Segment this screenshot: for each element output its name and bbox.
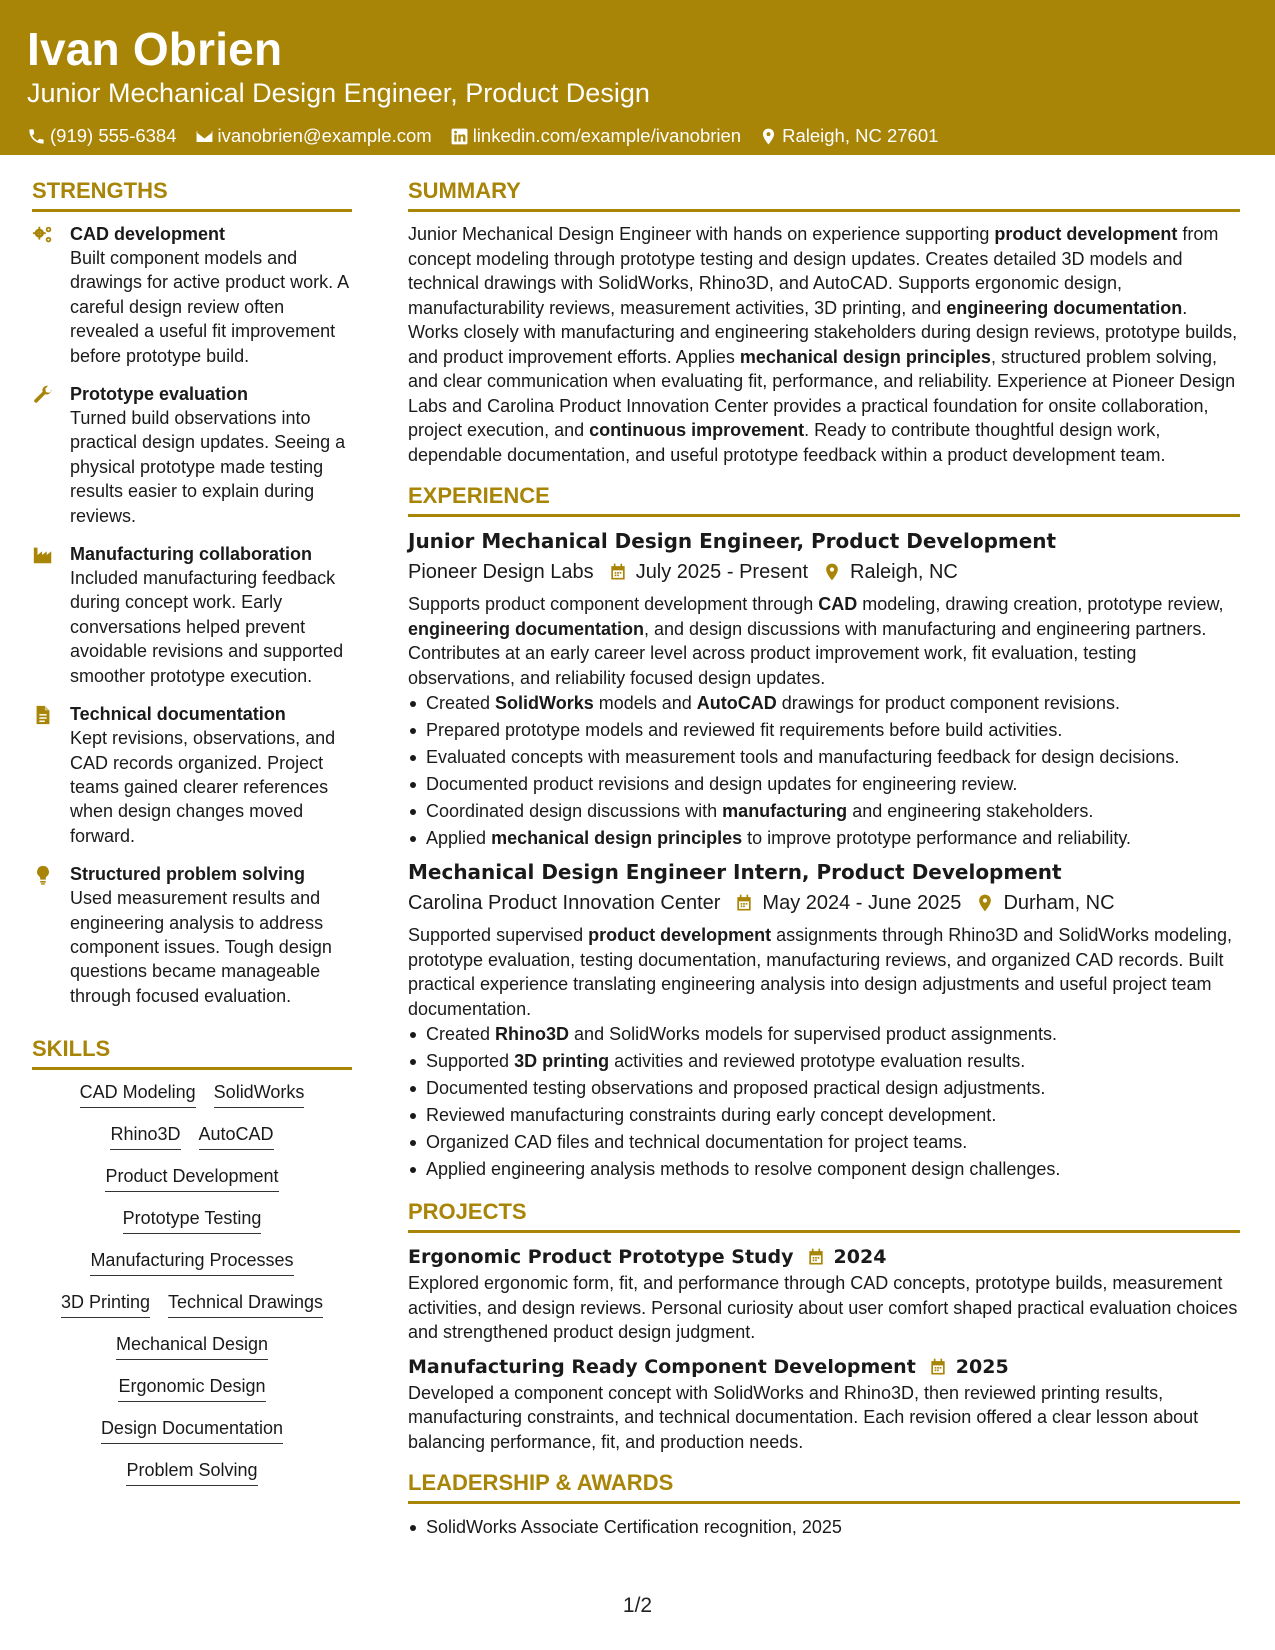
project-title: Ergonomic Product Prototype Study bbox=[408, 1246, 794, 1268]
contact-email[interactable] bbox=[195, 124, 432, 148]
skill-tag: Mechanical Design bbox=[116, 1332, 268, 1360]
text-segment: Created bbox=[426, 693, 496, 713]
strength-title: Structured problem solving bbox=[70, 864, 306, 885]
job-title: Mechanical Design Engineer Intern, Product Development bbox=[408, 860, 1062, 884]
skill-tag: 3D Printing bbox=[61, 1290, 150, 1318]
skill-tag: CAD Modeling bbox=[80, 1080, 196, 1108]
job-meta bbox=[408, 558, 1240, 586]
job-dates-wrap bbox=[608, 558, 808, 586]
strength-desc: Built component models and drawings for active product work. A careful design review often revealed a useful fit improvement before prototype build. bbox=[70, 248, 349, 366]
text-segment: to improve prototype performance and reliability. bbox=[742, 828, 1132, 848]
skill-tag: Rhino3D bbox=[110, 1122, 180, 1150]
job-bullet bbox=[408, 798, 1240, 825]
right-column bbox=[408, 176, 1240, 1541]
text-segment: Applied engineering analysis methods to resolve component design challenges. bbox=[426, 1159, 1061, 1179]
resume-header bbox=[0, 0, 1275, 155]
strengths-heading: STRENGTHS bbox=[32, 176, 352, 212]
bold-keyword: engineering documentation bbox=[408, 618, 645, 639]
contact-linkedin[interactable] bbox=[450, 124, 741, 148]
text-segment: . Works closely with manufacturing and engineering stakeholders during design reviews, prototype builds, and product improvement efforts. Applies bbox=[408, 297, 1238, 367]
factory-icon bbox=[32, 544, 54, 566]
calendar-icon bbox=[928, 1357, 948, 1377]
text-segment: Junior Mechanical Design Engineer with hands on experience supporting bbox=[408, 224, 995, 244]
bold-keyword: mechanical design principles bbox=[491, 828, 743, 848]
experience-heading: EXPERIENCE bbox=[408, 481, 1240, 517]
project-year: 2025 bbox=[955, 1355, 1009, 1378]
strength-title: Manufacturing collaboration bbox=[70, 544, 313, 565]
job-bullets bbox=[408, 1021, 1240, 1183]
map-pin-icon bbox=[759, 127, 778, 146]
strength-item bbox=[32, 222, 352, 368]
text-segment: from concept modeling through prototype testing and design updates. Creates detailed 3D models and technical drawings with SolidWorks, Rhino3D, and AutoCAD. Supports ergonomic design, manufacturability reviews, measurement activities, 3D printing, and bbox=[408, 224, 1219, 318]
skill-tag: Technical Drawings bbox=[168, 1290, 323, 1318]
map-pin-icon bbox=[975, 893, 995, 913]
skill-tag: Product Development bbox=[105, 1164, 278, 1192]
strength-title: Technical documentation bbox=[70, 704, 286, 725]
text-segment: Documented testing observations and proposed practical design adjustments. bbox=[426, 1078, 1046, 1098]
bold-keyword: SolidWorks bbox=[495, 693, 594, 713]
project-entry bbox=[408, 1243, 1240, 1345]
contact-phone[interactable] bbox=[27, 124, 177, 148]
text-segment: Reviewed manufacturing constraints during early concept development. bbox=[426, 1105, 997, 1125]
candidate-role: Junior Mechanical Design Engineer, Product Design bbox=[27, 78, 650, 108]
job-bullet bbox=[408, 1156, 1240, 1183]
project-entry bbox=[408, 1353, 1240, 1455]
awards-heading: LEADERSHIP & AWARDS bbox=[408, 1468, 1240, 1504]
text-segment: Applied bbox=[426, 828, 492, 848]
job-description bbox=[408, 923, 1240, 1021]
job-bullet bbox=[408, 1075, 1240, 1102]
text-segment: activities and reviewed prototype evaluation results. bbox=[609, 1051, 1026, 1071]
job-dates-wrap bbox=[734, 889, 961, 917]
skills-heading: SKILLS bbox=[32, 1034, 352, 1070]
projects-heading: PROJECTS bbox=[408, 1197, 1240, 1233]
document-icon bbox=[32, 704, 54, 726]
strength-item bbox=[32, 382, 352, 528]
job-bullet bbox=[408, 1021, 1240, 1048]
job-bullets bbox=[408, 690, 1240, 852]
job-description bbox=[408, 592, 1240, 690]
job-entry bbox=[408, 858, 1240, 1183]
text-segment: and engineering stakeholders. bbox=[847, 801, 1094, 821]
strength-item bbox=[32, 862, 352, 1008]
wrench-icon bbox=[32, 384, 54, 406]
text-segment: models and bbox=[593, 693, 697, 713]
bold-keyword: 3D printing bbox=[514, 1051, 610, 1071]
project-description: Developed a component concept with SolidWorks and Rhino3D, then reviewed printing results, manufacturing constraints, and technical documentation. Each revision offered a clear lesson about balancing performance, fit, and production needs. bbox=[408, 1382, 1199, 1452]
text-segment: Coordinated design discussions with bbox=[426, 801, 723, 821]
text-segment: Evaluated concepts with measurement tools and manufacturing feedback for design decisions. bbox=[426, 747, 1180, 767]
job-title: Junior Mechanical Design Engineer, Product Development bbox=[408, 529, 1057, 553]
job-bullet bbox=[408, 690, 1240, 717]
job-bullet bbox=[408, 744, 1240, 771]
strength-desc: Kept revisions, observations, and CAD records organized. Project teams gained clearer references when design changes moved forward. bbox=[70, 728, 336, 846]
calendar-icon bbox=[806, 1247, 826, 1267]
awards-list bbox=[408, 1514, 1240, 1541]
linkedin-icon bbox=[450, 127, 469, 146]
job-company: Pioneer Design Labs bbox=[408, 561, 594, 583]
project-title-row bbox=[408, 1243, 1240, 1271]
job-location-wrap bbox=[822, 558, 958, 586]
strength-item bbox=[32, 542, 352, 688]
strength-desc: Used measurement results and engineering analysis to address component issues. Tough design questions became manageable through focused evaluation. bbox=[70, 888, 332, 1006]
strength-desc: Turned build observations into practical design updates. Seeing a physical prototype made testing results easier to explain during reviews. bbox=[70, 408, 346, 526]
text-segment: and SolidWorks models for supervised product assignments. bbox=[569, 1024, 1057, 1044]
envelope-icon bbox=[195, 127, 214, 146]
job-location: Raleigh, NC bbox=[850, 561, 958, 583]
bold-keyword: manufacturing bbox=[722, 801, 848, 821]
skill-tag: Manufacturing Processes bbox=[90, 1248, 293, 1276]
skill-tag: SolidWorks bbox=[214, 1080, 305, 1108]
skill-tag: Ergonomic Design bbox=[118, 1374, 265, 1402]
text-segment: modeling, drawing creation, prototype review, bbox=[857, 594, 1224, 614]
bold-keyword: Rhino3D bbox=[495, 1024, 570, 1044]
bold-keyword: product development bbox=[588, 925, 772, 945]
text-segment: Documented product revisions and design updates for engineering review. bbox=[426, 774, 1018, 794]
job-bullet bbox=[408, 825, 1240, 852]
award-item: SolidWorks Associate Certification recognition, 2025 bbox=[408, 1514, 1240, 1541]
strength-item bbox=[32, 702, 352, 848]
project-year: 2024 bbox=[833, 1246, 887, 1268]
calendar-icon bbox=[734, 893, 754, 913]
contact-phone-text: (919) 555-6384 bbox=[50, 125, 177, 146]
job-company: Carolina Product Innovation Center bbox=[408, 892, 721, 914]
skill-tag: AutoCAD bbox=[199, 1122, 274, 1150]
contact-location bbox=[759, 124, 938, 148]
job-location: Durham, NC bbox=[1003, 892, 1115, 914]
text-segment: Supported supervised bbox=[408, 925, 589, 945]
job-bullet bbox=[408, 771, 1240, 798]
job-bullet bbox=[408, 1102, 1240, 1129]
contact-location-text: Raleigh, NC 27601 bbox=[782, 125, 939, 146]
bold-keyword: engineering documentation bbox=[946, 297, 1183, 318]
bold-keyword: CAD bbox=[818, 594, 858, 614]
map-pin-icon bbox=[822, 562, 842, 582]
candidate-name: Ivan Obrien bbox=[27, 23, 283, 75]
project-title-row bbox=[408, 1353, 1240, 1381]
job-bullet bbox=[408, 1048, 1240, 1075]
bold-keyword: mechanical design principles bbox=[739, 346, 991, 367]
text-segment: . Ready to contribute thoughtful design work, dependable documentation, and useful prototype feedback within a product development team. bbox=[408, 420, 1166, 465]
job-dates: July 2025 - Present bbox=[635, 561, 809, 583]
left-column bbox=[32, 176, 352, 1500]
bold-keyword: AutoCAD bbox=[696, 693, 777, 713]
text-segment: drawings for product component revisions. bbox=[776, 693, 1120, 713]
text-segment: Supports product component development through bbox=[408, 594, 819, 614]
project-description: Explored ergonomic form, fit, and performance through CAD concepts, prototype builds, measurement activities, and design reviews. Personal curiosity about user comfort shaped practical evaluation choices and strengthened product design judgment. bbox=[408, 1273, 1238, 1342]
job-bullet bbox=[408, 1129, 1240, 1156]
skill-tag: Problem Solving bbox=[126, 1458, 257, 1486]
job-bullet bbox=[408, 717, 1240, 744]
job-meta bbox=[408, 889, 1240, 917]
text-segment: , and design discussions with manufacturing and engineering partners. Contributes at an early career level across product improvement work, fit evaluation, testing observations, and reliability focused design updates. bbox=[408, 618, 1207, 688]
text-segment: Prepared prototype models and reviewed fit requirements before build activities. bbox=[426, 720, 1063, 740]
gears-icon bbox=[32, 224, 54, 246]
phone-icon bbox=[27, 127, 46, 146]
text-segment: Created bbox=[426, 1024, 496, 1044]
lightbulb-icon bbox=[32, 864, 54, 886]
bold-keyword: continuous improvement bbox=[589, 420, 805, 440]
text-segment: assignments through Rhino3D and SolidWorks modeling, prototype evaluation, testing documentation, manufacturing reviews, and organized CAD records. Built practical experience translating engineering analysis into design adjustments and useful project team documentation. bbox=[408, 925, 1233, 1019]
bold-keyword: product development bbox=[994, 224, 1178, 244]
skills-list bbox=[32, 1080, 352, 1486]
summary-heading: SUMMARY bbox=[408, 176, 1240, 212]
strength-title: Prototype evaluation bbox=[70, 384, 249, 405]
project-title: Manufacturing Ready Component Development bbox=[408, 1355, 916, 1378]
skill-tag: Design Documentation bbox=[101, 1416, 283, 1444]
job-dates: May 2024 - June 2025 bbox=[762, 892, 962, 914]
job-location-wrap bbox=[975, 889, 1114, 917]
contact-bar bbox=[27, 124, 1248, 148]
strength-desc: Included manufacturing feedback during concept work. Early conversations helped prevent avoidable revisions and supported smoother prototype execution. bbox=[70, 568, 344, 686]
skill-tag: Prototype Testing bbox=[123, 1206, 262, 1234]
strength-title: CAD development bbox=[70, 224, 226, 244]
calendar-icon bbox=[608, 562, 628, 582]
job-entry bbox=[408, 527, 1240, 852]
page-number: 1/2 bbox=[622, 1594, 653, 1617]
contact-linkedin-text: linkedin.com/example/ivanobrien bbox=[472, 125, 742, 146]
text-segment: , structured problem solving, and clear communication when evaluating fit, performance, and reliability. Experience at Pioneer Design Labs and Carolina Product Innovation Center provides a practical foundation for onsite collaboration, project execution, and bbox=[408, 346, 1236, 440]
text-segment: Organized CAD files and technical documentation for project teams. bbox=[426, 1132, 968, 1152]
summary-text bbox=[408, 222, 1240, 467]
text-segment: Supported bbox=[426, 1051, 515, 1071]
contact-email-text: ivanobrien@example.com bbox=[217, 125, 432, 146]
